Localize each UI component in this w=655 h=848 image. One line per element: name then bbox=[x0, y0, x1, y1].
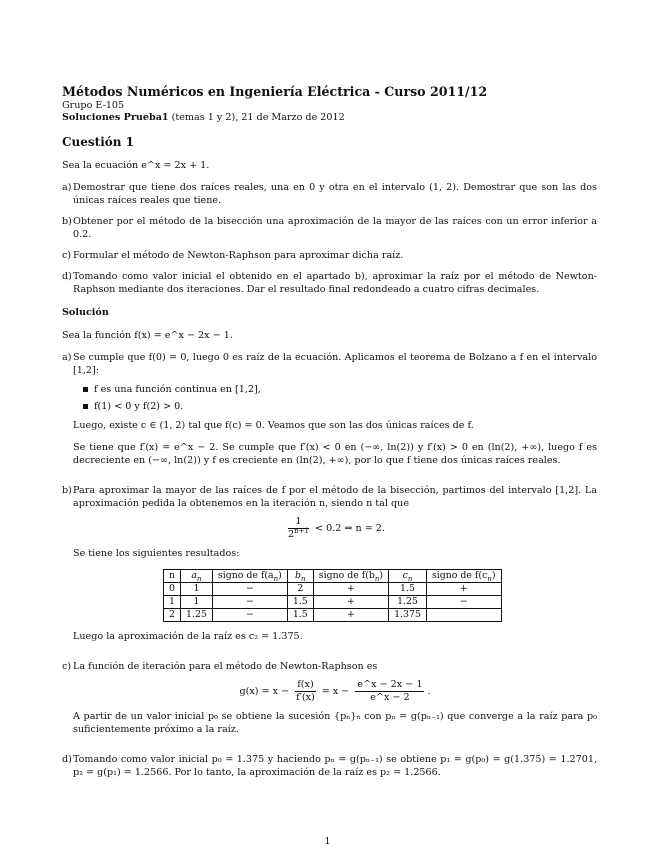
bisection-formula: $\frac{1}{2^{n+1}}$ < 0.2 ⇒ n = 2. bbox=[288, 516, 385, 540]
document-title: Métodos Numéricos en Ingeniería Eléctrica - Curso 2011/12 bbox=[62, 84, 488, 99]
col-sign-fc: signo de $f(c_n)$ bbox=[426, 570, 501, 583]
col-sign-fb: signo de $f(b_n)$ bbox=[313, 570, 388, 583]
question-item-b bbox=[62, 215, 597, 241]
item-label: a) bbox=[62, 182, 72, 193]
bisection-fraction: $\frac{1}{2^{n+1}}$ bbox=[288, 516, 309, 540]
item-label: b) bbox=[62, 485, 72, 496]
question-item-c bbox=[62, 249, 597, 262]
table-row: 1 1 − 1.5 + 1.25 − bbox=[164, 596, 502, 609]
bullet-square-icon bbox=[83, 387, 88, 392]
solution-a-p1: Luego, existe c ∈ (1, 2) tal que f(c) = 0. Veamos que son las dos únicas raíces de f. bbox=[73, 420, 474, 431]
solution-heading: Solución bbox=[62, 307, 109, 318]
solution-item-a bbox=[62, 351, 597, 476]
col-a: $a_n$ bbox=[181, 570, 213, 583]
item-label: c) bbox=[62, 661, 72, 672]
col-n: n bbox=[164, 570, 181, 583]
solution-a-p2: Se tiene que f′(x) = e^x − 2. Se cumple que f′(x) < 0 en (−∞, ln(2)) y f′(x) > 0 en (ln(2), +∞), luego f es decreciente en (−∞, ln(2)) y f es creciente en (ln(2), +∞), por lo que f tiene dos únicas raíces reales. bbox=[73, 442, 597, 466]
item-text: Obtener por el método de la bisección una aproximación de la mayor de las raíces con un error inferior a 0.2. bbox=[73, 216, 597, 240]
col-sign-fa: signo de $f(a_n)$ bbox=[212, 570, 287, 583]
question-item-a bbox=[62, 181, 597, 207]
question-heading: Cuestión 1 bbox=[62, 135, 135, 149]
item-label: c) bbox=[62, 250, 72, 261]
item-text: Formular el método de Newton-Raphson para aproximar dicha raíz. bbox=[73, 250, 404, 261]
solution-c-after: A partir de un valor inicial p₀ se obtiene la sucesión {pₙ}ₙ con pₙ = g(pₙ₋₁) que converge a la raíz para p₀ suficientemente próximo a la raíz. bbox=[73, 711, 597, 735]
newton-fraction-2: $\frac{e\^{}x - 2x - 1}{e\^{}x - 2}$ bbox=[357, 679, 423, 703]
results-label: Se tiene los siguientes resultados: bbox=[73, 548, 240, 559]
newton-formula: g(x) = x − $\frac{f(x)}{f'(x)}$ = x − $\frac{e\^{}x - 2x - 1}{e\^{}x - 2}$ . bbox=[239, 679, 431, 703]
item-label: d) bbox=[62, 754, 72, 765]
bisection-table bbox=[163, 569, 502, 622]
bullet-item: f es una función continua en [1,2], bbox=[83, 383, 597, 396]
solution-c-text: La función de iteración para el método de Newton-Raphson es bbox=[73, 661, 378, 672]
solution-item-b bbox=[62, 484, 597, 652]
item-label: a) bbox=[62, 352, 72, 363]
table-row: 0 1 − 2 + 1.5 + bbox=[164, 583, 502, 596]
page-number: 1 bbox=[324, 836, 331, 847]
item-label: b) bbox=[62, 216, 72, 227]
solution-item-d bbox=[62, 753, 597, 779]
bolzano-bullets bbox=[73, 383, 597, 413]
item-text: Demostrar que tiene dos raíces reales, una en 0 y otra en el intervalo (1, 2). Demostrar que son las dos únicas raíces reales que tiene. bbox=[73, 182, 597, 206]
col-c: $c_n$ bbox=[389, 570, 427, 583]
col-b: $b_n$ bbox=[287, 570, 313, 583]
bisection-conclusion: Luego la aproximación de la raíz es c₂ = 1.375. bbox=[73, 631, 303, 642]
solution-a-text: Se cumple que f(0) = 0, luego 0 es raíz de la ecuación. Aplicamos el teorema de Bolzano a f en el intervalo [1,2]: bbox=[73, 352, 597, 376]
bullet-item: f(1) < 0 y f(2) > 0. bbox=[83, 400, 597, 413]
table-header-row bbox=[164, 570, 502, 583]
subtitle-line bbox=[62, 112, 597, 124]
solution-intro: Sea la función f(x) = e^x − 2x − 1. bbox=[62, 330, 233, 341]
subtitle-rest: (temas 1 y 2), 21 de Marzo de 2012 bbox=[168, 112, 345, 123]
table-row: 2 1.25 − 1.5 + 1.375 bbox=[164, 609, 502, 622]
subtitle-bold: Soluciones Prueba1 bbox=[62, 112, 169, 123]
bullet-square-icon bbox=[83, 404, 88, 409]
document-page bbox=[62, 84, 597, 787]
solution-d-text: Tomando como valor inicial p₀ = 1.375 y haciendo pₙ = g(pₙ₋₁) se obtiene p₁ = g(p₀) = g(1.375) = 1.2701, p₂ = g(p₁) = 1.2566. Por lo tanto, la aproximación de la raíz es p₂ = 1.2566. bbox=[73, 754, 597, 778]
question-list bbox=[62, 181, 597, 296]
question-intro: Sea la ecuación e^x = 2x + 1. bbox=[62, 160, 210, 171]
newton-fraction-1: $\frac{f(x)}{f'(x)}$ bbox=[296, 679, 315, 703]
solution-item-c bbox=[62, 660, 597, 745]
solution-b-text: Para aproximar la mayor de las raíces de f por el método de la bisección, partimos del intervalo [1,2]. La aproximación pedida la obtenemos en la iteración n, siendo n tal que bbox=[73, 485, 597, 509]
item-label: d) bbox=[62, 271, 72, 282]
group-line: Grupo E-105 bbox=[62, 100, 125, 111]
item-text: Tomando como valor inicial el obtenido en el apartado b), aproximar la raíz por el método de Newton-Raphson mediante dos iteraciones. Dar el resultado final redondeado a cuatro cifras decimales. bbox=[73, 271, 597, 295]
question-item-d bbox=[62, 270, 597, 296]
